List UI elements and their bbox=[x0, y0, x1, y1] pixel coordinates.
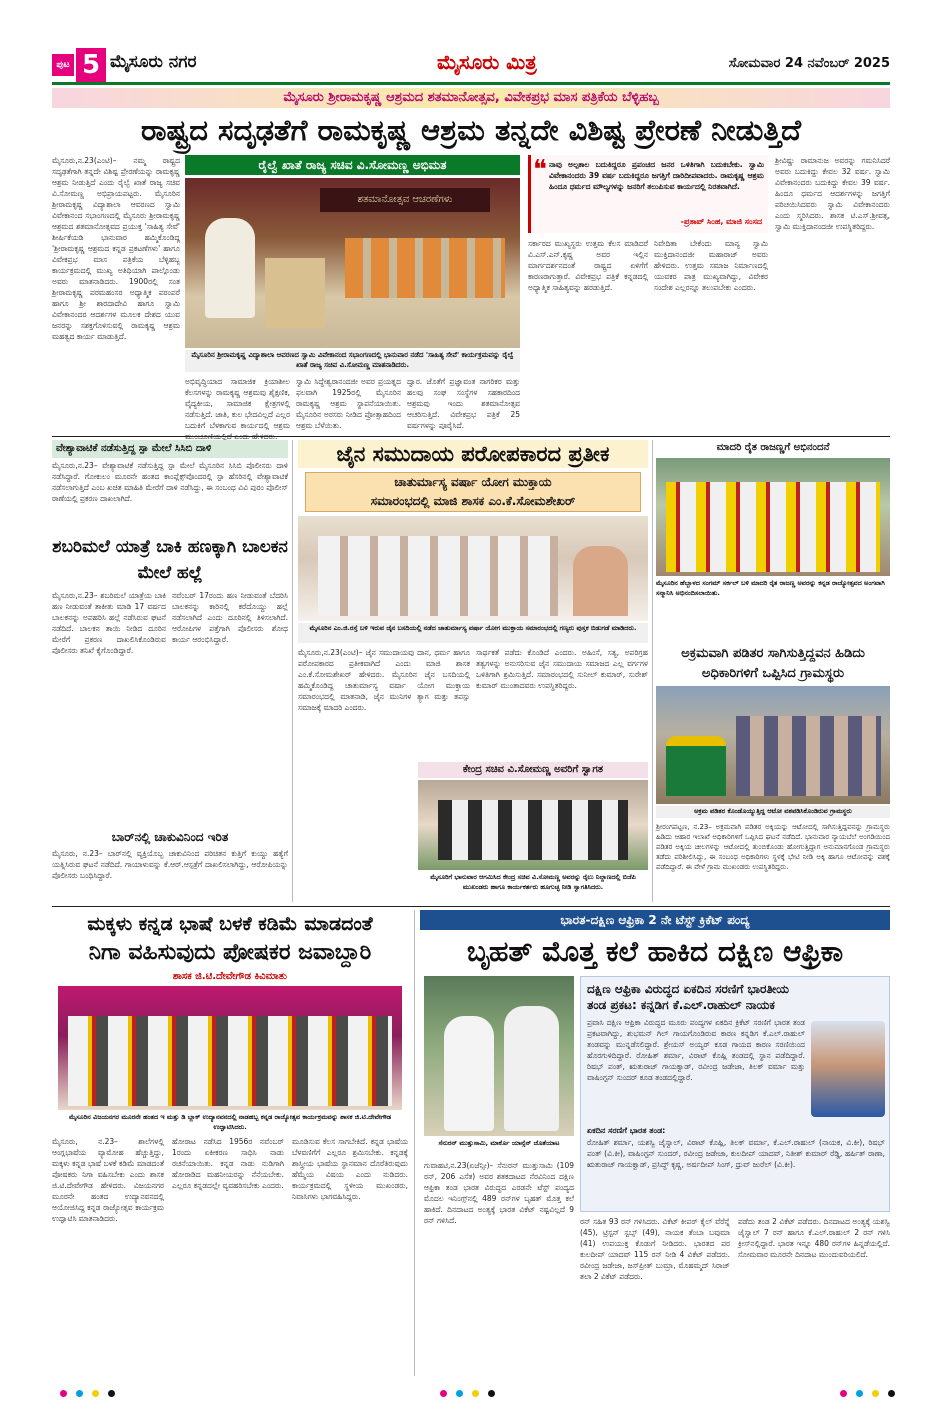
page-label: ಪುಟ bbox=[52, 54, 74, 76]
village-photo-caption: ಅಕ್ರಮ ಪಡಿತರ ಕೊಂಡೊಯ್ಯುತ್ತಿದ್ದ ಆಟೋ ವಶಪಡಿಸಿಕೊಂಡಿರುವ ಗ್ರಾಮಸ್ಥರು bbox=[656, 806, 890, 818]
section-title: ಮೈಸೂರು ನಗರ bbox=[110, 52, 197, 72]
madari-group bbox=[666, 482, 880, 572]
quote-mark-icon: ❝ bbox=[533, 155, 547, 185]
column-rule bbox=[652, 440, 653, 902]
lead-quote-box bbox=[528, 155, 768, 233]
village-body: ಶ್ರೀರಂಗಪಟ್ಟಣ, ನ.23– ಅಕ್ರಮವಾಗಿ ಪಡಿತರ ಅಕ್ಕಿಯನ್ನು ಆಟೋದಲ್ಲಿ ಸಾಗಿಸುತ್ತಿದ್ದವನನ್ನು ಗ್ರಾಮಸ್ಥರು ಹಿಡಿದು ಆಹಾರ ಇಲಾಖೆ ಅಧಿಕಾರಿಗಳಿಗೆ ಒಪ್ಪಿಸಿದ ಘಟನೆ ನಡೆದಿದೆ. ಭಾನುವಾರ ನ್ಯಾಯಬೆಲೆ ಅಂಗಡಿಯಿಂದ ಪಡಿತರ ಅಕ್ಕಿಯ ಚೀಲಗಳನ್ನು ಆಟೋದಲ್ಲಿ ತುಂಬಿಕೊಂಡು ಹೋಗುತ್ತಿದ್ದಾಗ ಅನುಮಾನಗೊಂಡ ಗ್ರಾಮಸ್ಥರು ತಡೆದು ಪರಿಶೀಲಿಸಿದ್ದು, ಈ ಸಂಬಂಧ ಅಧಿಕಾರಿಗಳು ಸ್ಥಳಕ್ಕೆ ಭೇಟಿ ನೀಡಿ ಅಕ್ಕಿ ಹಾಗೂ ಆಟೋವನ್ನು ವಶಕ್ಕೆ ಪಡೆದಿದ್ದಾರೆ. ಈ ವೇಳೆ ಗ್ರಾಮ ಮುಖಂಡರು ಉಪಸ್ಥಿತರಿದ್ದರು. bbox=[656, 823, 890, 871]
page-number: 5 bbox=[76, 48, 106, 82]
odi-headline-2: ತಂಡ ಪ್ರಕಟ: ಕನ್ನಡಿಗ ಕೆ.ಎಲ್.ರಾಹುಲ್ ನಾಯಕ bbox=[587, 998, 775, 1012]
yellow-dot-icon bbox=[872, 1390, 879, 1397]
kannada-col-2: ಹೋರಾಟ ನಡೆಸಿದ 1956ರ ನವೆಂಬರ್ 1ರಂದು ಏಕೀಕರಣ ಸಾಧಿಸಿ ನಾಡು ರಚನೆಯಾಯಿತು. ಕನ್ನಡ ನಾಡು ನುಡಿಗಾಗಿ ಹೋರಾಡಿದ ಮಹನೀಯರನ್ನು ನೆನೆಯಬೇಕು. ಎಲ್ಲರೂ ಕನ್ನಡದಲ್ಲೇ ವ್ಯವಹರಿಸಬೇಕು ಎಂದರು. bbox=[172, 1137, 284, 1190]
bar-body: ಮೈಸೂರು, ನ.23– ಬಾರ್‌ನಲ್ಲಿ ವ್ಯಕ್ತಿಯೊಬ್ಬ ಚಾಕುವಿನಿಂದ ಪರಿಚಿತನ ಕುತ್ತಿಗೆ ಕುಯ್ದು ಹತ್ಯೆಗೆ ಯತ್ನಿಸಿರುವ ಘಟನೆ ನಡೆದಿದೆ. ಗಾಯಾಳುವನ್ನು ಕೆ.ಆರ್.ಆಸ್ಪತ್ರೆಗೆ ದಾಖಲಿಸಲಾಗಿದ್ದು, ಆರೋಪಿಯನ್ನು ಪೊಲೀಸರು ಬಂಧಿಸಿದ್ದಾರೆ. bbox=[52, 849, 288, 880]
quote-text: ನಾವು ಅಲ್ಪಕಾಲ ಬದುಕಿದ್ದರೂ ಪ್ರಪಂಚದ ಜನರ ಒಳಿತಿಗಾಗಿ ಬದುಕಬೇಕು. ಸ್ವಾಮಿ ವಿವೇಕಾನಂದರು 39 ವರ್ಷ ಬದುಕಿದ್ದರೂ ಜಗತ್ತಿಗೆ ದಾರಿದೀಪವಾದರು. ರಾಮಕೃಷ್ಣ ಆಶ್ರಮ ಹಿಂದೂ ಧರ್ಮದ ಮೌಲ್ಯಗಳನ್ನು ಜನರಿಗೆ ತಲುಪಿಸುವ ಕಾರ್ಯದಲ್ಲಿ ನಿರತವಾಗಿದೆ. bbox=[549, 160, 764, 191]
village-photo bbox=[656, 686, 890, 804]
jain-photo bbox=[298, 516, 648, 621]
odi-body: ಪ್ರವಾಸಿ ದಕ್ಷಿಣ ಆಫ್ರಿಕಾ ವಿರುದ್ಧದ ಮೂರು ಪಂದ್ಯಗಳ ಏಕದಿನ ಕ್ರಿಕೆಟ್ ಸರಣಿಗೆ ಭಾರತ ತಂಡ ಪ್ರಕಟವಾಗಿದ್ದು, ಶುಭಮನ್ ಗಿಲ್ ಗಾಯಗೊಂಡಿರುವ ಕಾರಣ ಕನ್ನಡಿಗ ಕೆ.ಎಲ್.ರಾಹುಲ್ ತಂಡವನ್ನು ಮುನ್ನಡೆಸಲಿದ್ದಾರೆ. ಶ್ರೇಯಸ್ ಅಯ್ಯರ್ ಕೂಡ ಗಾಯದ ಕಾರಣ ಸರಣಿಯಿಂದ ಹೊರಗುಳಿದಿದ್ದಾರೆ. ರೋಹಿತ್ ಶರ್ಮಾ, ವಿರಾಟ್ ಕೊಹ್ಲಿ ತಂಡದಲ್ಲಿ ಸ್ಥಾನ ಪಡೆದಿದ್ದಾರೆ. ರಿಷಭ್ ಪಂತ್, ಋತುರಾಜ್ ಗಾಯಕ್ವಾಡ್, ರವೀಂದ್ರ ಜಡೇಜಾ, ತಿಲಕ್ ವರ್ಮಾ ಮತ್ತು ವಾಷಿಂಗ್ಟನ್ ಸುಂದರ್ ಕೂಡ ತಂಡದಲ್ಲಿದ್ದಾರೆ. bbox=[587, 1018, 805, 1082]
lead-col-5: ಸರ್ಕಾರದ ಮುಖ್ಯಸ್ಥರು ಉತ್ತಮ ಕೆಲಸ ಮಾಡಿದರೆ ವಿ.ಎಸ್.ಎನ್.ಕೃಷ್ಣ ಅವರ ಇಲ್ಲಿನ ಮಾರ್ಗದರ್ಶನದಂತೆ ರಾಷ್ಟ್ರದ ಏಳಿಗೆಗೆ ಕಾರಣರಾಗುತ್ತಾರೆ. ವಿವೇಕಪ್ರಭ ಪತ್ರಿಕೆ ಕನ್ನಡದಲ್ಲಿ ಅಧ್ಯಾತ್ಮಿಕ ಸಾಹಿತ್ಯವನ್ನು ಹರಡುತ್ತಿದೆ. bbox=[528, 239, 648, 292]
magenta-dot-icon bbox=[840, 1390, 847, 1397]
village-group bbox=[736, 716, 881, 796]
madari-photo-caption: ಮೈಸೂರಿನ ಹೆಬ್ಬಾಳದ ಸಂಗಮ್ ಸರ್ಕಲ್ ಬಳಿ ಮಾದರಿ ರೈತ ರಾಜಣ್ಣ ಅವರನ್ನು ಕನ್ನಡ ರಾಜ್ಯೋತ್ಸವದ ಅಂಗವಾಗಿ ಸನ್ಮಾನಿಸಿ ಅಭಿನಂದಿಸಲಾಯಿತು. bbox=[656, 579, 885, 597]
kannada-headline-2: ನಿಗಾ ವಹಿಸುವುದು ಪೋಷಕರ ಜವಾಬ್ದಾರಿ bbox=[88, 940, 372, 965]
column-rule bbox=[414, 910, 415, 1376]
sabarimala-col-1: ಮೈಸೂರು,ನ.23– ಶಬರಿಮಲೆ ಯಾತ್ರೆಯ ಬಾಕಿ ಹಣ ನೀಡುವಂತೆ ತಾಕೀತು ಮಾಡಿ 17 ವರ್ಷದ ಬಾಲಕನನ್ನು ಅಪಹರಿಸಿ ಹಲ್ಲೆ ನಡೆಸಿರುವ ಘಟನೆ ನಡೆದಿದೆ. ಬಾಲಕನ ತಾಯಿ ನೀಡಿದ ದೂರಿನ ಮೇರೆಗೆ ಪ್ರಕರಣ ದಾಖಲಿಸಿಕೊಂಡಿರುವ ಪೊಲೀಸರು ತನಿಖೆ ಕೈಗೊಂಡಿದ್ದಾರೆ. bbox=[52, 591, 166, 655]
stage-banner: ಶತಮಾನೋತ್ಸವ ಆಚರಣೆಗಳು bbox=[320, 188, 490, 212]
lead-col-3: ಸ್ವಾಮಿ ಸಿದ್ಧೇಶ್ವರಾನಂದಜೀ ಅವರ ಪ್ರಯತ್ನದ ಫಲವಾಗಿ 1925ರಲ್ಲಿ ಮೈಸೂರಿನ ರಾಮಕೃಷ್ಣ ಆಶ್ರಮ ಸ್ಥಾಪನೆಯಾಯಿತು. ಮೈಸೂರಿನ ಅರಸರು ನೀಡಿದ ಪ್ರೋತ್ಸಾಹದಿಂದ ಆಶ್ರಮ ಬೆಳೆಯಿತು. bbox=[296, 377, 401, 430]
jain-headline: ಜೈನ ಸಮುದಾಯ ಪರೋಪಕಾರದ ಪ್ರತೀಕ bbox=[298, 440, 648, 468]
section-divider bbox=[52, 436, 890, 437]
black-dot-icon bbox=[888, 1390, 895, 1397]
monks-row bbox=[345, 238, 505, 298]
kannada-group bbox=[68, 1016, 392, 1106]
jain-photo-caption: ಮೈಸೂರಿನ ಎಂ.ಜಿ.ರಸ್ತೆ ಬಳಿ ಇರುವ ಜೈನ ಬಸದಿಯಲ್ಲಿ ನಡೆದ ಚಾತುರ್ಮಾಸ್ಯ ವರ್ಷಾ ಯೋಗ ಮುಕ್ತಾಯ ಸಮಾರಂಭದಲ್ಲಿ ಗಣ್ಯರು ಪುಸ್ತಕ ಬಿಡುಗಡೆ ಮಾಡಿದರು. bbox=[298, 623, 648, 643]
rahul-portrait bbox=[811, 1021, 885, 1117]
jain-subhead-1: ಚಾತುರ್ಮಾಸ್ಯ ವರ್ಷಾ ಯೋಗ ಮುಕ್ತಾಯ bbox=[394, 475, 552, 489]
magenta-dot-icon bbox=[440, 1390, 447, 1397]
kannada-subhead: ಶಾಸಕ ಜಿ.ಟಿ.ದೇವೇಗೌಡ ಕಿವಿಮಾತು bbox=[172, 971, 288, 982]
jain-subhead-box bbox=[305, 472, 641, 512]
yellow-dot-icon bbox=[92, 1390, 99, 1397]
cricket-photo-caption: ಸೆನುರನ್ ಮುತ್ತುಸಾಮಿ, ಮಾರ್ಕೊ ಯಾನ್ಸೆನ್ ಜೊತೆಯಾಟ bbox=[438, 1139, 560, 1147]
cricket-headline: ಬೃಹತ್ ಮೊತ್ತ ಕಲೆ ಹಾಕಿದ ದಕ್ಷಿಣ ಆಫ್ರಿಕಾ bbox=[466, 935, 844, 968]
lead-col-7: ಶ್ರೀವಿಷ್ಣು ರಾಮಾನುಜ ಅವರನ್ನು ಗಮನಿಸಿದರೆ ಅವರು ಬದುಕಿದ್ದು ಕೇವಲ 32 ವರ್ಷ. ಸ್ವಾಮಿ ವಿವೇಕಾನಂದರು ಬದುಕಿದ್ದು ಕೇವಲ 39 ವರ್ಷ. ಹಿಂದೂ ಧರ್ಮದ ಆದರ್ಶಗಳನ್ನು ಜಗತ್ತಿಗೆ ಪರಿಚಯಿಸಿದವರು ಸ್ವಾಮಿ ವಿವೇಕಾನಂದರು ಎಂದು ಸ್ಮರಿಸಿದರು. ಶಾಸಕ ಟಿ.ಎಸ್.ಶ್ರೀವತ್ಸ, ಸ್ವಾಮಿ ಮುಕ್ತಿದಾನಂದಜೀ ಉಪಸ್ಥಿತರಿದ್ದರು. bbox=[775, 156, 890, 231]
raid-headline: ವೇಶ್ಯಾವಾಟಿಕೆ ನಡೆಸುತ್ತಿದ್ದ ಸ್ಪಾ ಮೇಲೆ ಸಿಸಿಬಿ ದಾಳಿ bbox=[52, 440, 288, 458]
jain-col-2: ಸಾರ್ಥಕತೆ ಪಡೆದು ಕೊಂಡಿದೆ ಎಂದರು. ಅಹಿಂಸೆ, ಸತ್ಯ, ಅಪರಿಗ್ರಹ ತತ್ವಗಳನ್ನು ಅನುಸರಿಸುವ ಜೈನ ಸಮುದಾಯ ಸಮಾಜದ ಎಲ್ಲ ವರ್ಗಗಳ ಒಳಿತಿಗಾಗಿ ಶ್ರಮಿಸುತ್ತಿದೆ. ಸಮಾರಂಭದಲ್ಲಿ ಸುನೀಲ್ ಕುಮಾರ್, ಸುರೇಶ್ ಕುಮಾರ್ ಮುಂತಾದವರು ಉಪಸ್ಥಿತರಿದ್ದರು. bbox=[476, 648, 648, 690]
masthead bbox=[52, 48, 890, 82]
welcome-headline: ಕೇಂದ್ರ ಸಚಿವ ವಿ.ಸೋಮಣ್ಣ ಅವರಿಗೆ ಸ್ವಾಗತ bbox=[418, 762, 648, 778]
masthead-divider bbox=[52, 82, 890, 85]
speaker-figure bbox=[205, 218, 255, 318]
black-dot-icon bbox=[108, 1390, 115, 1397]
quote-author: -ಪ್ರತಾಪ್ ಸಿಂಹ, ಮಾಜಿ ಸಂಸದ bbox=[680, 217, 762, 226]
cricket-col-2: ರನ್ ಸಹಿತ 93 ರನ್ ಗಳಿಸಿದರು. ವಿಕೆಟ್ ಕೀಪರ್ ಕೈಲ್ ವೆರೆನ್ನೆ (45), ಟ್ರಿಸ್ಟನ್ ಸ್ಟಬ್ಸ್ (49), ನಾಯಕ ತೆಂಬಾ ಬವುಮಾ (41) ಉಪಯುಕ್ತ ಕೊಡುಗೆ ನೀಡಿದರು. ಭಾರತದ ಪರ ಕುಲದೀಪ್ ಯಾದವ್ 115 ರನ್ ನೀಡಿ 4 ವಿಕೆಟ್ ಪಡೆದರು. ರವೀಂದ್ರ ಜಡೇಜಾ, ಜಸ್‌ಪ್ರೀತ್ ಬುಮ್ರಾ, ಮೊಹಮ್ಮದ್ ಸಿರಾಜ್ ತಲಾ 2 ವಿಕೆಟ್ ಪಡೆದರು. bbox=[580, 1217, 730, 1281]
registration-marks bbox=[60, 1382, 119, 1401]
lead-subhead: ರೈಲ್ವೆ ಖಾತೆ ರಾಜ್ಯ ಸಚಿವ ವಿ.ಸೋಮಣ್ಣ ಅಭಿಮತ bbox=[185, 155, 520, 175]
podium bbox=[265, 258, 325, 328]
jain-muni bbox=[573, 546, 628, 616]
auto-rickshaw bbox=[666, 736, 726, 796]
lead-photo bbox=[185, 178, 520, 348]
kannada-col-3: ಮೂಡಿಸುವ ಕೆಲಸ ಸಾಗಬೇಕಿದೆ. ಕನ್ನಡ ಭಾಷೆಯ ಬೆಳವಣಿಗೆಗೆ ಎಲ್ಲರೂ ಶ್ರಮಿಸಬೇಕು. ಕನ್ನಡಕ್ಕೆ ಶಾಸ್ತ್ರೀಯ ಭಾಷೆಯ ಸ್ಥಾನಮಾನ ದೊರೆತಿರುವುದು ಹೆಮ್ಮೆಯ ವಿಷಯ ಎಂದು ನುಡಿದರು. ಕಾರ್ಯಕ್ರಮದಲ್ಲಿ ಸ್ಥಳೀಯ ಮುಖಂಡರು, ನಿವಾಸಿಗಳು ಭಾಗವಹಿಸಿದ್ದರು. bbox=[292, 1137, 408, 1201]
lead-kicker: ಮೈಸೂರು ಶ್ರೀರಾಮಕೃಷ್ಣ ಆಶ್ರಮದ ಶತಮಾನೋತ್ಸವ, ವಿವೇಕಪ್ರಭ ಮಾಸ ಪತ್ರಿಕೆಯ ಬೆಳ್ಳಿಹಬ್ಬ bbox=[52, 88, 890, 108]
cyan-dot-icon bbox=[76, 1390, 83, 1397]
odi-box bbox=[580, 976, 890, 1212]
magenta-dot-icon bbox=[60, 1390, 67, 1397]
odi-squad-title: ಏಕದಿನ ಸರಣಿಗೆ ಭಾರತ ತಂಡ: bbox=[587, 1126, 666, 1135]
lead-col-6: ನಿವೇದಿತಾ ಬೇಕೆಂದು ಮಾನ್ಯ ಸ್ವಾಮಿ ಮುಕ್ತಿದಾನಂದಜೀ ಮಹಾರಾಜ್ ಅವರು ಹೇಳಿದರು. ಉತ್ತಮ ಸಮಾಜ ನಿರ್ಮಾಣದಲ್ಲಿ ಯುವಕರ ಪಾತ್ರ ಮುಖ್ಯವಾಗಿದ್ದು, ವಿವೇಕರ ಸಂದೇಶ ಎಲ್ಲರನ್ನೂ ತಲುಪಬೇಕು ಎಂದರು. bbox=[654, 239, 768, 292]
cricket-photo bbox=[424, 976, 574, 1136]
registration-marks bbox=[840, 1382, 899, 1401]
village-headline: ಅಕ್ರಮವಾಗಿ ಪಡಿತರ ಸಾಗಿಸುತ್ತಿದ್ದವನ ಹಿಡಿದು ಅಧಿಕಾರಿಗಳಿಗೆ ಒಪ್ಪಿಸಿದ ಗ್ರಾಮಸ್ಥರು bbox=[681, 646, 865, 681]
batter-figure bbox=[444, 1016, 494, 1131]
kannada-col-1: ಮೈಸೂರು, ನ.23– ಶಾಲೆಗಳಲ್ಲಿ ಆಂಗ್ಲಭಾಷೆಯ ವ್ಯಾಮೋಹ ಹೆಚ್ಚುತ್ತಿದ್ದು, ಮಕ್ಕಳು ಕನ್ನಡ ಭಾಷೆ ಬಳಕೆ ಕಡಿಮೆ ಮಾಡದಂತೆ ಪೋಷಕರು ನಿಗಾ ವಹಿಸಬೇಕು ಎಂದು ಶಾಸಕ ಜಿ.ಟಿ.ದೇವೇಗೌಡ ಹೇಳಿದರು. ವಿಜಯನಗರ ಮೂರನೇ ಹಂತದ ಉದ್ಯಾನವನದಲ್ಲಿ ಆಯೋಜಿಸಿದ್ದ ಕನ್ನಡ ರಾಜ್ಯೋತ್ಸವ ಕಾರ್ಯಕ್ರಮ ಉದ್ಘಾಟಿಸಿ ಮಾತನಾಡಿದರು. bbox=[52, 1137, 164, 1223]
cyan-dot-icon bbox=[856, 1390, 863, 1397]
batter-figure bbox=[504, 1006, 559, 1131]
cricket-col-3: ಪಡೆದು ತಂಡ 2 ವಿಕೆಟ್ ಪಡೆದರು. ದಿನದಾಟದ ಅಂತ್ಯಕ್ಕೆ ಯಶಸ್ವಿ ಜೈಸ್ವಾಲ್ 7 ರನ್ ಹಾಗೂ ಕೆ.ಎಲ್.ರಾಹುಲ್ 2 ರನ್ ಗಳಿಸಿ ಕ್ರೀಸ್‌ನಲ್ಲಿದ್ದಾರೆ. ಭಾರತ ಇನ್ನೂ 480 ರನ್‌ಗಳ ಹಿನ್ನಡೆಯಲ್ಲಿದೆ. ಸೋಮವಾರ ಮೂರನೇ ದಿನದಾಟ ಮುಂದುವರಿಯಲಿದೆ. bbox=[738, 1217, 890, 1259]
yellow-dot-icon bbox=[472, 1390, 479, 1397]
paper-logo: ಮೈಸೂರು ಮಿತ್ರ bbox=[437, 50, 537, 74]
sabarimala-headline: ಶಬರಿಮಲೆ ಯಾತ್ರೆ ಬಾಕಿ ಹಣಕ್ಕಾಗಿ ಬಾಲಕನ ಮೇಲೆ ಹಲ್ಲೆ bbox=[52, 537, 288, 583]
welcome-photo bbox=[418, 780, 648, 870]
odi-headline-1: ದಕ್ಷಿಣ ಆಫ್ರಿಕಾ ವಿರುದ್ಧದ ಏಕದಿನ ಸರಣಿಗೆ ಭಾರತೀಯ bbox=[587, 982, 789, 996]
welcome-photo-caption: ಮೈಸೂರಿಗೆ ಭಾನುವಾರ ಆಗಮಿಸಿದ ಕೇಂದ್ರ ಸಚಿವ ವಿ.ಸೋಮಣ್ಣ ಅವರನ್ನು ರೈಲು ನಿಲ್ದಾಣದಲ್ಲಿ ಬಿಜೆಪಿ ಮುಖಂಡರು ಹಾಗೂ ಕಾರ್ಯಕರ್ತರು ಹೂಗುಚ್ಛ ನೀಡಿ ಸ್ವಾಗತಿಸಿದರು. bbox=[430, 873, 636, 891]
sabarimala-col-2: ನವೆಂಬರ್ 17ರಂದು ಹಣ ನೀಡುವಂತೆ ಬೆದರಿಸಿ ಬಾಲಕನನ್ನು ಕಾರಿನಲ್ಲಿ ಕರೆದೊಯ್ದು ಹಲ್ಲೆ ನಡೆಸಲಾಗಿದೆ ಎಂದು ದೂರಿನಲ್ಲಿ ತಿಳಿಸಲಾಗಿದೆ. ಆರೋಪಿಗಳ ಪತ್ತೆಗಾಗಿ ಪೊಲೀಸರು ಶೋಧ ಕಾರ್ಯ ಆರಂಭಿಸಿದ್ದಾರೆ. bbox=[172, 591, 288, 644]
cricket-kicker: ಭಾರತ-ದಕ್ಷಿಣ ಆಫ್ರಿಕಾ 2 ನೇ ಟೆಸ್ಟ್ ಕ್ರಿಕೆಟ್ ಪಂದ್ಯ bbox=[420, 910, 890, 930]
section-divider bbox=[52, 906, 890, 907]
black-dot-icon bbox=[488, 1390, 495, 1397]
lead-col-2: ಅಭಿವೃದ್ಧಿಯಾದ ಸಾಮಾಜಿಕ ಕ್ರಿಯಾಶೀಲ ಕೆಲಸಗಳನ್ನು ರಾಮಕೃಷ್ಣ ಆಶ್ರಮವು ಶೈಕ್ಷಣಿಕ, ವೈದ್ಯಕೀಯ, ಸಾಮಾಜಿಕ ಕ್ಷೇತ್ರಗಳಲ್ಲಿ ನಡೆಸುತ್ತಿದೆ. ಜಾತಿ, ಕುಲ ಭೇದವಿಲ್ಲದೆ ಎಲ್ಲರ ಬದುಕಿಗೆ ಬೆಳಕಾಗುವ ಕಾರ್ಯದಲ್ಲಿ ಆಶ್ರಮ bbox=[185, 377, 290, 430]
madari-headline: ಮಾದರಿ ರೈತ ರಾಜಣ್ಣಗೆ ಅಭಿನಂದನೆ bbox=[716, 442, 830, 453]
madari-photo bbox=[656, 458, 890, 576]
jain-col-1: ಮೈಸೂರು,ನ.23(ಎಂಟಿ)– ಜೈನ ಸಮುದಾಯವು ದಾನ, ಧರ್ಮ ಹಾಗೂ ಪರೋಪಕಾರದ ಪ್ರತೀಕವಾಗಿದೆ ಎಂದು ಮಾಜಿ ಶಾಸಕ ಎಂ.ಕೆ.ಸೋಮಶೇಖರ್ ಹೇಳಿದರು. ಮೈಸೂರಿನ ಜೈನ ಬಸದಿಯಲ್ಲಿ ಹಮ್ಮಿಕೊಂಡಿದ್ದ ಚಾತುರ್ಮಾಸ್ಯ ವರ್ಷಾ ಯೋಗ ಮುಕ್ತಾಯ ಸಮಾರಂಭದಲ್ಲಿ ಮಾತನಾಡಿ, ಜೈನ ಮುನಿಗಳ ತ್ಯಾಗ ಮತ್ತು ತಪಸ್ಸು ಸಮಾಜಕ್ಕೆ ಮಾದರಿ ಎಂದರು. bbox=[298, 648, 470, 712]
bar-headline: ಬಾರ್‌ನಲ್ಲಿ ಚಾಕುವಿನಿಂದ ಇರಿತ bbox=[111, 830, 229, 844]
cyan-dot-icon bbox=[456, 1390, 463, 1397]
raid-body: ಮೈಸೂರು,ನ.23– ವೇಶ್ಯಾವಾಟಿಕೆ ನಡೆಸುತ್ತಿದ್ದ ಸ್ಪಾ ಮೇಲೆ ಮೈಸೂರಿನ ಸಿಸಿಬಿ ಪೊಲೀಸರು ದಾಳಿ ನಡೆಸಿದ್ದಾರೆ. ಗೋಕುಲಂ ಮೂರನೇ ಹಂತದ ಕಾಂಪ್ಲೆಕ್ಸ್‌ವೊಂದರಲ್ಲಿ ಸ್ಪಾ ಹೆಸರಿನಲ್ಲಿ ವೇಶ್ಯಾವಾಟಿಕೆ ನಡೆಸಲಾಗುತ್ತಿದೆ ಎಂಬ ಖಚಿತ ಮಾಹಿತಿ ಮೇರೆಗೆ ದಾಳಿ ನಡೆಸಿದ್ದು, ಈ ಸಂಬಂಧ ವಿವಿ ಪುರಂ ಪೊಲೀಸ್ ಠಾಣೆಯಲ್ಲಿ ಪ್ರಕರಣ ದಾಖಲಾಗಿದೆ. bbox=[52, 461, 288, 503]
kannada-photo-caption: ಮೈಸೂರಿನ ವಿಜಯನಗರ ಮೂರನೇ ಹಂತದ ಇ ಮತ್ತು ಡಿ ಬ್ಲಾಕ್ ಉದ್ಯಾನವನದಲ್ಲಿ ನಾಡಹಬ್ಬ ಕನ್ನಡ ರಾಜ್ಯೋತ್ಸವ ಕಾರ್ಯಕ್ರಮವನ್ನು ಶಾಸಕ ಜಿ.ಟಿ.ದೇವೇಗೌಡ ಉದ್ಘಾಟಿಸಿದರು. bbox=[68, 1113, 392, 1131]
lead-col-1: ಮೈಸೂರು,ನ.23(ಎಂಟಿ)– ನಮ್ಮ ರಾಷ್ಟ್ರದ ಸದೃಢತೆಗಾಗಿ ತನ್ನದೇ ವಿಶಿಷ್ಟ ಪ್ರೇರಣೆಯನ್ನು ರಾಮಕೃಷ್ಣ ಆಶ್ರಮ ನೀಡುತ್ತಿದೆ ಎಂದು ರೈಲ್ವೆ ಖಾತೆ ರಾಜ್ಯ ಸಚಿವ ವಿ.ಸೋಮಣ್ಣ ಅಭಿಪ್ರಾಯಪಟ್ಟರು. ಮೈಸೂರಿನ ಶ್ರೀರಾಮಕೃಷ್ಣ ವಿದ್ಯಾಶಾಲಾ ಆವರಣದ ಸ್ವಾಮಿ ವಿವೇಕಾನಂದ ಸಭಾಂಗಣದಲ್ಲಿ ಮೈಸೂರು ಶ್ರೀರಾಮಕೃಷ್ಣ ಆಶ್ರಮದ ಶತಮಾನೋತ್ಸವದ ಪ್ರಯುಕ್ತ 'ಸಾಹಿತ್ಯ ಸೇವೆ' ಶೀರ್ಷಿಕೆಯಡಿ ಭಾನುವಾರ ಹಮ್ಮಿಕೊಂಡಿದ್ದ 'ಶ್ರೀರಾಮಕೃಷ್ಣ ಆಶ್ರಮದ ಕನ್ನಡ ಪ್ರಕಟಣೆಗಳು' ಹಾಗೂ ವಿವೇಕಪ್ರಭ ಮಾಸ ಪತ್ರಿಕೆಯ ಬೆಳ್ಳಿಹಬ್ಬ ಕಾರ್ಯಕ್ರಮದಲ್ಲಿ ಮುಖ್ಯ ಅತಿಥಿಯಾಗಿ ಪಾಲ್ಗೊಂಡು ಅವರು ಮಾತನಾಡಿದರು. 1900ರಲ್ಲಿ ಸಂತ ಶ್ರೀರಾಮಕೃಷ್ಣ ಪರಮಹಂಸರ ಅಧ್ಯಾತ್ಮಿಕ ಪರಂಪರೆ ಹಾಗೂ ಶ್ರೀ ಶಾರದಾದೇವಿ ಹಾಗೂ ಸ್ವಾಮಿ ವಿವೇಕಾನಂದರ ಆದರ್ಶಗಳ ಮೂಲಕ ದೇಶದ ಯುವ ಜನರನ್ನು ಸಶಕ್ತಗೊಳಿಸುವಲ್ಲಿ ರಾಮಕೃಷ್ಣ ಆಶ್ರಮ ಮಹತ್ವದ ಕಾರ್ಯ ಮಾಡುತ್ತಿದೆ. bbox=[52, 156, 180, 341]
jain-group bbox=[318, 536, 558, 616]
lead-photo-caption: ಮೈಸೂರಿನ ಶ್ರೀರಾಮಕೃಷ್ಣ ವಿದ್ಯಾಶಾಲಾ ಆವರಣದ ಸ್ವಾಮಿ ವಿವೇಕಾನಂದ ಸಭಾಂಗಣದಲ್ಲಿ ಭಾನುವಾರ ನಡೆದ 'ಸಾಹಿತ್ಯ ಸೇವೆ' ಕಾರ್ಯಕ್ರಮವನ್ನು ರೈಲ್ವೆ ಖಾತೆ ರಾಜ್ಯ ಸಚಿವ ವಿ.ಸೋಮಣ್ಣ ಮಾತನಾಡಿದರು. bbox=[185, 350, 520, 372]
cricket-col-1: ಗುವಾಹಟಿ,ನ.23(ಏಜೆನ್ಸೀ)– ಸೆನುರನ್ ಮುತ್ತುಸಾಮಿ (109 ರನ್, 206 ಎಸೆತ) ಅವರ ಶತಕದಾಟದ ನೆರವಿನಿಂದ ದಕ್ಷಿಣ ಆಫ್ರಿಕಾ ತಂಡ ಭಾರತ ವಿರುದ್ಧದ ಎರಡನೇ ಟೆಸ್ಟ್ ಪಂದ್ಯದ ಮೊದಲ ಇನಿಂಗ್ಸ್‌ನಲ್ಲಿ 489 ರನ್‌ಗಳ ಬೃಹತ್ ಮೊತ್ತ ಕಲೆ ಹಾಕಿದೆ. ದಿನದಾಟದ ಅಂತ್ಯಕ್ಕೆ ಭಾರತ ವಿಕೆಟ್ ನಷ್ಟವಿಲ್ಲದೆ 9 ರನ್ ಗಳಿಸಿದೆ. bbox=[424, 1161, 574, 1225]
lead-col-4: ದ್ವಾರ. ಜೊತೆಗೆ ಪ್ರಜ್ಞಾವಂತ ನಾಗರಿಕರ ಮತ್ತು ಹಲವು ಸಂಘ ಸಂಸ್ಥೆಗಳ ಸಹಕಾರದಿಂದ ಆಶ್ರಮವು ಇಂದು ಶತಮಾನೋತ್ಸವ ಆಚರಿಸುತ್ತಿದೆ. ವಿವೇಕಪ್ರಭ ಪತ್ರಿಕೆ 25 ವರ್ಷಗಳನ್ನು ಪೂರೈಸಿದೆ. bbox=[407, 377, 520, 430]
kannada-headline-1: ಮಕ್ಕಳು ಕನ್ನಡ ಭಾಷೆ ಬಳಕೆ ಕಡಿಮೆ ಮಾಡದಂತೆ bbox=[87, 913, 373, 935]
kannada-photo bbox=[58, 986, 402, 1110]
welcome-group bbox=[438, 800, 628, 860]
lead-headline: ರಾಷ್ಟ್ರದ ಸದೃಢತೆಗೆ ರಾಮಕೃಷ್ಣ ಆಶ್ರಮ ತನ್ನದೇ ವಿಶಿಷ್ಟ ಪ್ರೇರಣೆ ನೀಡುತ್ತಿದೆ bbox=[140, 113, 802, 147]
column-rule bbox=[292, 440, 293, 902]
registration-marks bbox=[440, 1382, 499, 1401]
issue-date: ಸೋಮವಾರ 24 ನವೆಂಬರ್ 2025 bbox=[728, 56, 890, 71]
jain-subhead-2: ಸಮಾರಂಭದಲ್ಲಿ ಮಾಜಿ ಶಾಸಕ ಎಂ.ಕೆ.ಸೋಮಶೇಖರ್ bbox=[370, 494, 576, 508]
odi-squad: ರೋಹಿತ್ ಶರ್ಮಾ, ಯಶಸ್ವಿ ಜೈಸ್ವಾಲ್, ವಿರಾಟ್ ಕೊಹ್ಲಿ, ತಿಲಕ್ ವರ್ಮಾ, ಕೆ.ಎಲ್.ರಾಹುಲ್ (ನಾಯಕ, ವಿ.ಕೀ), ರಿಷಭ್ ಪಂತ್ (ವಿ.ಕೀ), ವಾಷಿಂಗ್ಟನ್ ಸುಂದರ್, ರವೀಂದ್ರ ಜಡೇಜಾ, ಕುಲದೀಪ್ ಯಾದವ್, ನಿತೀಶ್ ಕುಮಾರ್ ರೆಡ್ಡಿ, ಹರ್ಷಿತ್ ರಾಣಾ, ಋತುರಾಜ್ ಗಾಯಕ್ವಾಡ್, ಪ್ರಸಿದ್ಧ್ ಕೃಷ್ಣ, ಅರ್ಷದೀಪ್ ಸಿಂಗ್, ಧ್ರುವ್ ಜುರೆಲ್ (ವಿ.ಕೀ). bbox=[587, 1138, 885, 1169]
